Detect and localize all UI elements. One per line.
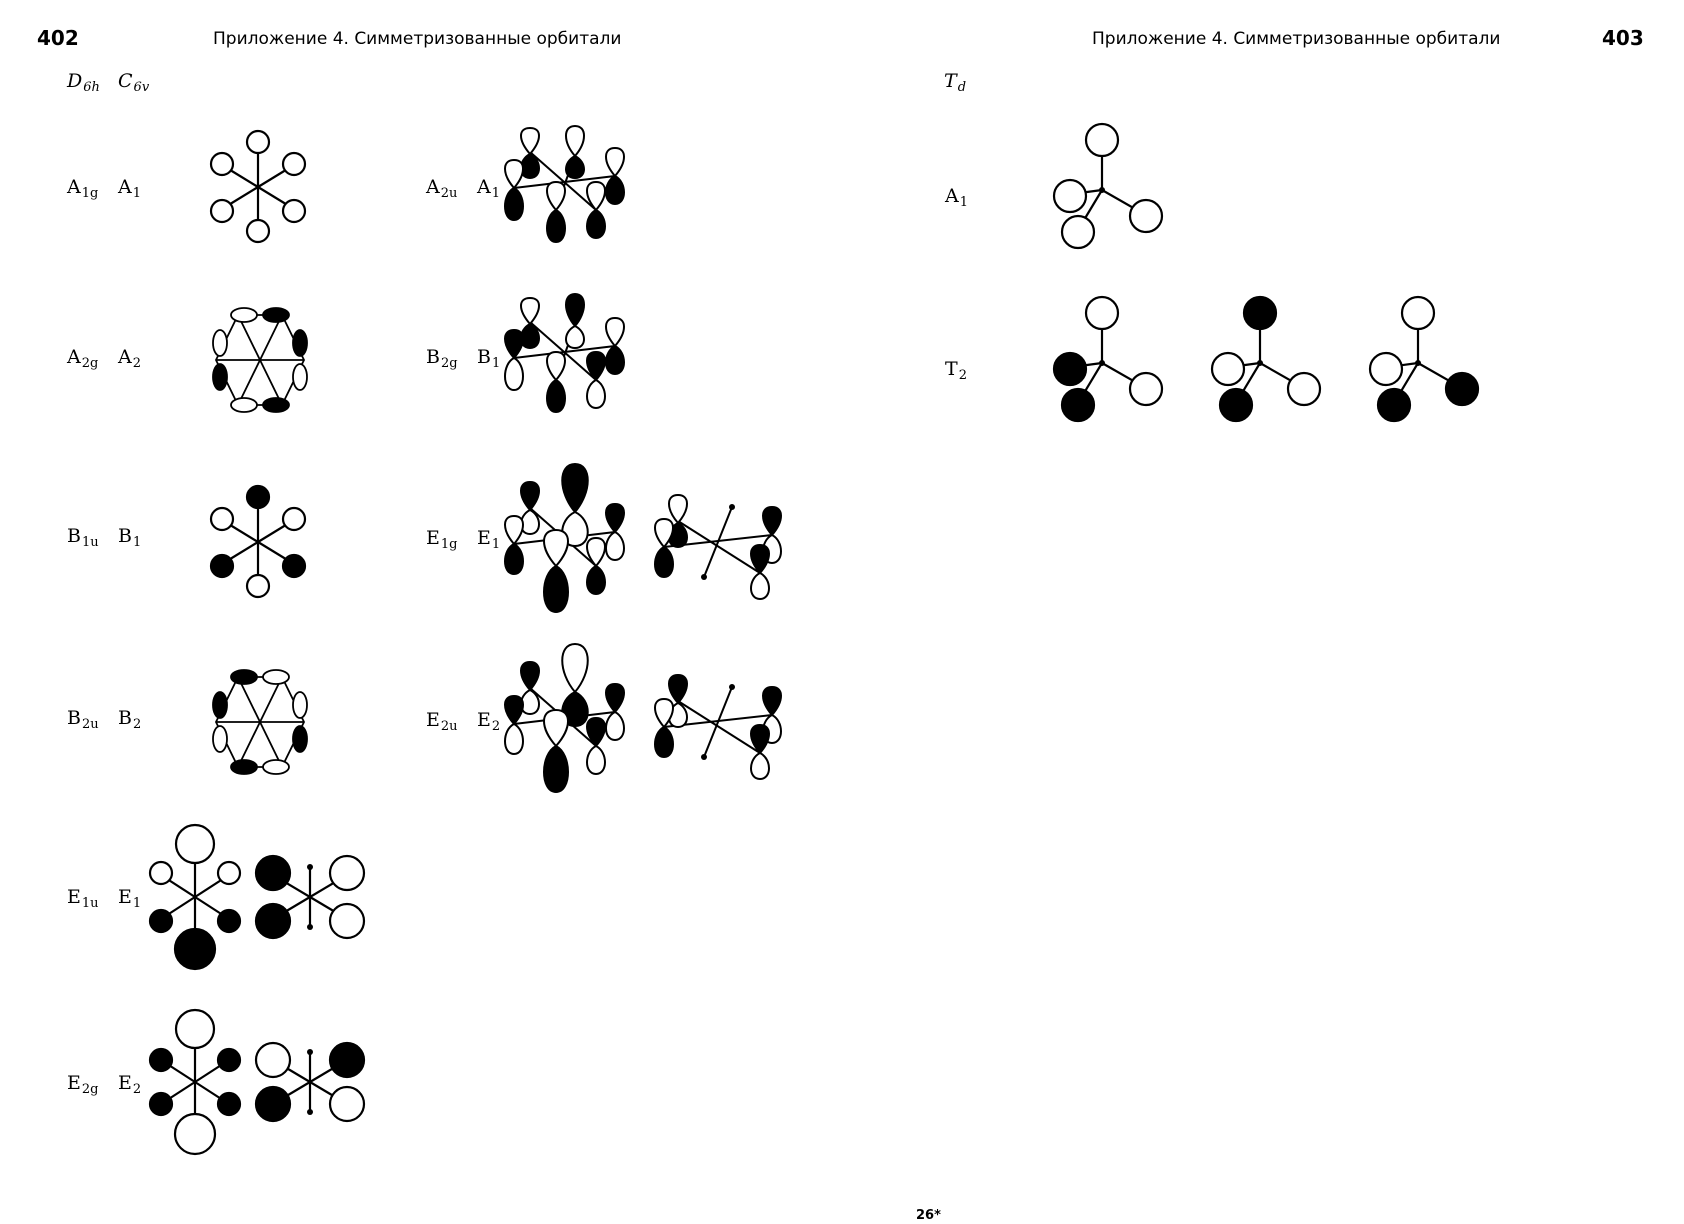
label-b2u: $B_{2u}$: [67, 707, 99, 732]
label-a1g: $A_{1g}$: [67, 176, 99, 201]
orbital-figure-b2g: [500, 290, 630, 420]
orbital-figure-e1u: [145, 825, 375, 970]
label-b1-pi: $B_1$: [477, 346, 501, 371]
orbital-figure-a2g: [200, 305, 320, 415]
group-header-td: $T_d$: [944, 70, 967, 95]
orbital-figure-e2u-1: [500, 640, 630, 800]
label-a1-pi: $A_1$: [477, 176, 501, 201]
label-a2g: $A_{2g}$: [67, 346, 99, 371]
group-header-d6h: $D_{6h}$: [67, 70, 100, 95]
label-td-a1: $A_1$: [945, 185, 969, 210]
label-b2: $B_2$: [118, 707, 142, 732]
label-a2u: $A_{2u}$: [426, 176, 458, 201]
orbital-figure-b1u: [200, 480, 310, 596]
label-a1: $A_1$: [118, 176, 142, 201]
label-e1g: $E_{1g}$: [426, 527, 458, 552]
left-page-number: 402: [37, 26, 79, 50]
orbital-figure-a2u: [500, 120, 630, 250]
left-running-head: Приложение 4. Симметризованные орбитали: [213, 29, 622, 49]
label-e2-pi: $E_2$: [477, 709, 501, 734]
label-a2: $A_2$: [118, 346, 142, 371]
label-e1: $E_1$: [118, 886, 142, 911]
orbital-figure-td-t2-2: [1208, 295, 1328, 425]
orbital-figure-e1g-1: [500, 460, 630, 620]
label-b2g: $B_{2g}$: [426, 346, 458, 371]
label-e2g: $E_{2g}$: [67, 1072, 99, 1097]
orbital-figure-e2u-2: [648, 665, 788, 785]
orbital-figure-a1g: [200, 125, 310, 241]
label-e1-pi: $E_1$: [477, 527, 501, 552]
orbital-figure-e1g-2: [648, 485, 788, 605]
label-b1: $B_1$: [118, 525, 142, 550]
label-e2u: $E_{2u}$: [426, 709, 458, 734]
orbital-figure-td-t2-3: [1366, 295, 1486, 425]
orbital-figure-td-a1: [1050, 122, 1170, 252]
signature-mark: 26*: [916, 1208, 941, 1223]
right-running-head: Приложение 4. Симметризованные орбитали: [1092, 29, 1501, 49]
orbital-figure-e2g: [145, 1010, 375, 1155]
right-page-number: 403: [1602, 26, 1644, 50]
label-b1u: $B_{1u}$: [67, 525, 99, 550]
orbital-figure-td-t2-1: [1050, 295, 1170, 425]
group-header-c6v: $C_{6v}$: [118, 70, 150, 95]
label-e2: $E_2$: [118, 1072, 142, 1097]
label-td-t2: $T_2$: [945, 358, 967, 383]
label-e1u: $E_{1u}$: [67, 886, 99, 911]
orbital-figure-b2u: [200, 667, 320, 777]
